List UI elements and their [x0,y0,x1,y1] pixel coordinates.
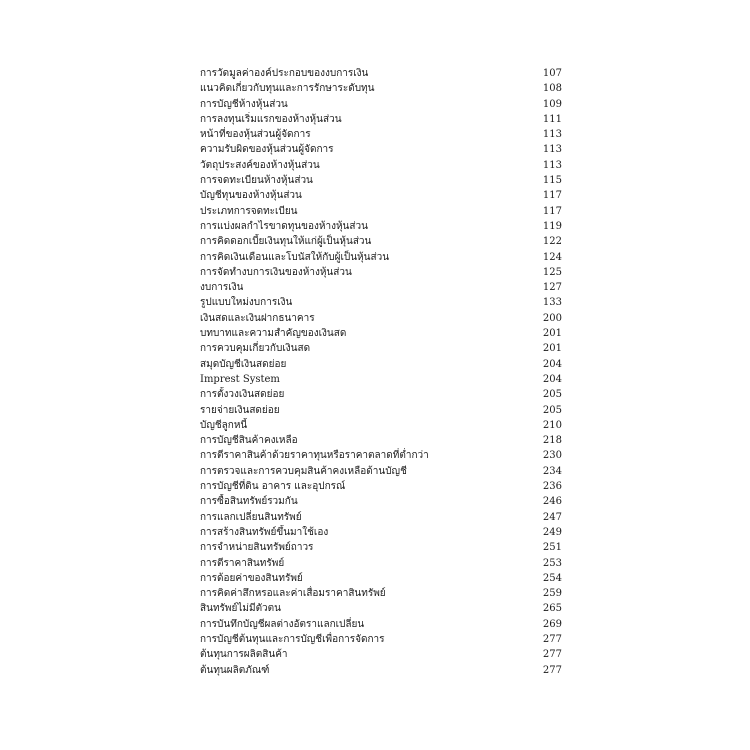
toc-entry [200,341,562,356]
toc-entry-page-number: 122 [542,236,562,248]
toc-entry-page-number: 218 [542,435,562,447]
toc-entry-page-number: 119 [542,220,562,232]
toc-entry-page-number: 234 [542,465,562,477]
toc-entry-page-number: 205 [542,404,562,416]
toc-entry-page-number: 201 [542,328,562,340]
toc-entry-title: การจัดทำงบการเงินของห้างหุ้นส่วน [200,266,352,278]
toc-entry-title: สินทรัพย์ไม่มีตัวตน [200,603,282,615]
toc-entry [200,479,562,494]
toc-entry-title: การคิดดอกเบี้ยเงินทุนให้แก่ผู้เป็นหุ้นส่วน [200,236,372,248]
toc-entry-page-number: 253 [542,557,562,569]
toc-entry [200,617,562,632]
toc-entry-title: การแลกเปลี่ยนสินทรัพย์ [200,511,302,523]
toc-entry [200,142,562,157]
toc-entry-page-number: 107 [542,68,562,79]
toc-entry-page-number: 117 [542,190,562,202]
toc-entry-title: การบัญชีที่ดิน อาคาร และอุปกรณ์ [200,481,346,493]
toc-entry-page-number: 204 [542,373,562,385]
toc-entry [200,448,562,463]
table-of-contents [200,66,562,678]
toc-entry [200,204,562,219]
toc-entry-title: การวัดมูลค่าองค์ประกอบของงบการเงิน [200,68,369,79]
toc-entry-page-number: 277 [542,649,562,661]
toc-entry-title: การจำหน่ายสินทรัพย์ถาวร [200,542,314,554]
toc-entry-title: การควบคุมเกี่ยวกับเงินสด [200,343,311,355]
toc-entry-page-number: 133 [542,297,562,309]
toc-entry [200,158,562,173]
toc-entry-page-number: 236 [542,481,562,493]
toc-entry [200,601,562,616]
toc-entry-page-number: 269 [542,618,562,630]
toc-entry-title: บัญชีทุนของห้างหุ้นส่วน [200,190,302,202]
toc-entry-page-number: 259 [542,588,562,600]
toc-entry [200,540,562,555]
toc-entry-title: รายจ่ายเงินสดย่อย [200,404,280,416]
toc-entry-page-number: 200 [542,312,562,324]
toc-entry-page-number: 265 [542,603,562,615]
toc-entry [200,387,562,402]
toc-entry-title: การซื้อสินทรัพย์รวมกัน [200,496,298,508]
toc-entry [200,66,562,81]
toc-entry [200,464,562,479]
toc-entry-title: ความรับผิดของหุ้นส่วนผู้จัดการ [200,144,334,156]
toc-entry-title: ประเภทการจดทะเบียน [200,205,298,217]
toc-entry [200,326,562,341]
toc-entry-page-number: 277 [542,633,562,645]
toc-entry-title: การตีราคาสินทรัพย์ [200,557,285,569]
toc-entry [200,311,562,326]
toc-entry [200,510,562,525]
toc-entry-page-number: 277 [542,664,562,676]
toc-entry-page-number: 113 [542,129,562,141]
toc-entry-page-number: 204 [542,358,562,370]
toc-entry-page-number: 108 [542,83,562,95]
toc-entry-title: การสร้างสินทรัพย์ขึ้นมาใช้เอง [200,526,329,538]
toc-entry-page-number: 247 [542,511,562,523]
toc-entry-page-number: 246 [542,496,562,508]
toc-entry [200,403,562,418]
toc-entry [200,571,562,586]
toc-entry [200,173,562,188]
toc-entry-page-number: 113 [542,159,562,171]
toc-entry [200,632,562,647]
toc-entry-title: แนวคิดเกี่ยวกับทุนและการรักษาระดับทุน [200,83,375,95]
toc-entry [200,357,562,372]
toc-entry [200,525,562,540]
toc-entry [200,586,562,601]
toc-entry [200,97,562,112]
toc-entry [200,81,562,96]
toc-entry-title: การแบ่งผลกำไรขาดทุนของห้างหุ้นส่วน [200,220,368,232]
toc-entry-title: ต้นทุนผลิตภัณฑ์ [200,664,270,676]
toc-entry-title: เงินสดและเงินฝากธนาคาร [200,312,315,324]
toc-entry-title: การคิดค่าสึกหรอและค่าเสื่อมราคาสินทรัพย์ [200,588,386,600]
toc-entry [200,234,562,249]
toc-entry-page-number: 109 [542,98,562,110]
toc-entry-title: การด้อยค่าของสินทรัพย์ [200,572,303,584]
toc-entry-page-number: 111 [542,113,562,125]
toc-entry [200,433,562,448]
toc-entry-page-number: 254 [542,572,562,584]
toc-entry-page-number: 113 [542,144,562,156]
toc-entry-title: หน้าที่ของหุ้นส่วนผู้จัดการ [200,129,311,141]
toc-entry-title: การบัญชีห้างหุ้นส่วน [200,98,288,110]
toc-entry-page-number: 205 [542,389,562,401]
toc-entry-title: การตรวจและการควบคุมสินค้าคงเหลือด้านบัญชี [200,465,407,477]
toc-entry-page-number: 201 [542,343,562,355]
toc-entry-title: การตั้งวงเงินสดย่อย [200,389,285,401]
toc-entry-title: รูปแบบใหม่งบการเงิน [200,297,293,309]
toc-entry-title: การบัญชีสินค้าคงเหลือ [200,435,298,447]
toc-entry-page-number: 230 [542,450,562,462]
toc-entry-title: การจดทะเบียนห้างหุ้นส่วน [200,175,313,187]
toc-entry [200,295,562,310]
toc-entry [200,112,562,127]
toc-entry [200,556,562,571]
toc-entry-title: บทบาทและความสำคัญของเงินสด [200,328,347,340]
toc-entry-page-number: 124 [542,251,562,263]
toc-entry [200,280,562,295]
toc-entry [200,494,562,509]
toc-entry [200,250,562,265]
toc-entry-title: ต้นทุนการผลิตสินค้า [200,649,288,661]
toc-entry [200,188,562,203]
toc-entry [200,265,562,280]
toc-entry-title: การตีราคาสินค้าด้วยราคาทุนหรือราคาตลาดที่ต่ำกว่า [200,450,429,462]
toc-entry [200,219,562,234]
toc-entry-title: การลงทุนเริ่มแรกของห้างหุ้นส่วน [200,113,342,125]
toc-entry [200,647,562,662]
toc-entry-title: การบัญชีต้นทุนและการบัญชีเพื่อการจัดการ [200,633,385,645]
toc-entry-page-number: 117 [542,205,562,217]
toc-entry-page-number: 125 [542,266,562,278]
toc-entry-title: การบันทึกบัญชีผลต่างอัตราแลกเปลี่ยน [200,618,365,630]
toc-entry-page-number: 210 [542,419,562,431]
toc-entry-page-number: 249 [542,526,562,538]
toc-entry-page-number: 127 [542,282,562,294]
toc-entry [200,372,562,387]
toc-entry-page-number: 115 [542,175,562,187]
toc-entry-page-number: 251 [542,542,562,554]
toc-entry-title: บัญชีลูกหนี้ [200,419,248,431]
toc-entry [200,418,562,433]
toc-entry-title: Imprest System [200,373,280,385]
toc-entry [200,663,562,678]
toc-entry-title: งบการเงิน [200,282,244,294]
toc-entry-title: วัตถุประสงค์ของห้างหุ้นส่วน [200,159,320,171]
toc-entry-title: สมุดบัญชีเงินสดย่อย [200,358,287,370]
toc-entry [200,127,562,142]
toc-entry-title: การคิดเงินเดือนและโบนัสให้กับผู้เป็นหุ้นส่วน [200,251,390,263]
